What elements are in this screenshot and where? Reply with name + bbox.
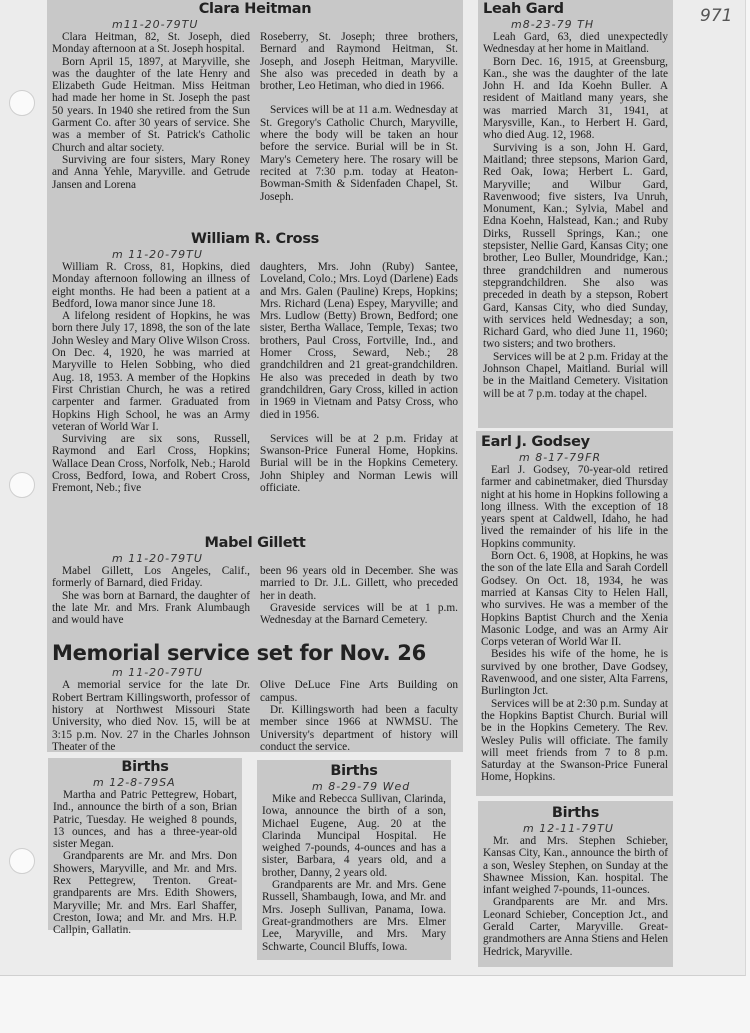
handwritten-date: m11-20-79TU — [112, 18, 199, 31]
paragraph: A lifelong resident of Hopkins, he was born there July 17, 1898, the son of the late John Wesley and Mary Olive Wilson Cross. On Dec. 4, 1920, he was married at Maryville to Helen Sobbing, who died Aug. 18, 1953. A member of the Hopkins First Christian Church, he was a retired carpenter and farmer. Graduated from Hopkins High School, he was an Army veteran of World War I. — [52, 310, 250, 433]
headline: Leah Gard — [483, 1, 564, 17]
handwritten-date: m 11-20-79TU — [112, 248, 203, 261]
paragraph: Grandparents are Mr. and Mrs. Leonard Schieber, Conception Jct., and Gerald Carter, Maryville. Great-grandmothers are Anna Stiens and Helen Hedrick, Maryville. — [483, 896, 668, 958]
column — [260, 565, 458, 626]
paragraph: Surviving are six sons, Russell, Raymond and Earl Cross, Hopkins; Wallace Dean Cross, Norfolk, Neb.; Harold Cross, Bedford, Iowa, and Robert Cross, Fremont, Neb.; five — [52, 433, 250, 495]
paragraph: William R. Cross, 81, Hopkins, died Monday afternoon following an illness of eight months. He had been a patient at a Bedford, Iowa manor since June 18. — [52, 261, 250, 310]
paragraph: Earl J. Godsey, 70-year-old retired farmer and cabinetmaker, died Thursday night at his home in Hopkins following a long illness. With the exception of 18 years spent at Caldwell, Idaho, he had lived the remainder of his life in the Hopkins community. — [481, 464, 668, 550]
paragraph: Services will be at 2 p.m. Friday at the Johnson Chapel, Maitland. Burial will be in the Maitland Cemetery. Visitation will be at 7 p.m. today at the chapel. — [483, 350, 668, 400]
paragraph: Martha and Patric Pettegrew, Hobart, Ind., announce the birth of a son, Brian Patric, Tuesday. He weighed 8 pounds, 13 ounces, and has a three-year-old sister Megan. — [53, 789, 237, 851]
headline: William R. Cross — [190, 231, 320, 247]
column — [260, 261, 458, 495]
paragraph: Dr. Killingsworth had been a faculty member since 1966 at NWMSU. The University's department of history will conduct the service. — [260, 704, 458, 753]
handwritten-date: m8-23-79 TH — [511, 18, 595, 31]
paragraph: Services will be at 2 p.m. Friday at Swanson-Price Funeral Home, Hopkins. Burial will be in the Hopkins Cemetery. John Shipley and Norman Lewis will officiate. — [260, 432, 458, 495]
paragraph: Mike and Rebecca Sullivan, Clarinda, Iowa, announce the birth of a son, Michael Eugene, Aug. 20 at the Clarinda Muncipal Hospital. He weighed 7-pounds, 4-ounces and has a sister, Barbara, 4 years old, and a brother, Danny, 2 years old. — [262, 793, 446, 879]
obituary-mabel-gillett — [47, 526, 463, 752]
paragraph: She was born at Barnard, the daughter of the late Mr. and Mrs. Frank Alumbaugh and would have — [52, 589, 250, 627]
headline: Births — [121, 759, 169, 775]
headline-memorial: Memorial service set for Nov. 26 — [52, 641, 426, 666]
obituary-earl-godsey — [476, 431, 673, 796]
column — [52, 679, 250, 753]
handwritten-date: m 8-29-79 Wed — [312, 780, 411, 793]
handwritten-date: m 11-20-79TU — [112, 552, 203, 565]
paragraph: Born April 15, 1897, at Maryville, she was the daughter of the late Henry and Elizabeth Gude Heitman. Miss Heitman had made her home in St. Joseph the past 50 years. In 1940 she retired from the Sun Garment Co. after 30 years of service. She was a member of St. Patrick's Catholic Church and altar society. — [52, 55, 250, 154]
handwritten-date: m 12-8-79SA — [93, 776, 176, 789]
handwritten-date: m 8-17-79FR — [519, 451, 602, 464]
births-schieber — [478, 801, 673, 967]
column — [52, 31, 250, 203]
paragraph: Clara Heitman, 82, St. Joseph, died Monday afternoon at a St. Joseph hospital. — [52, 31, 250, 56]
paragraph: Olive DeLuce Fine Arts Building on campus. — [260, 679, 458, 704]
obituary-clara-heitman — [47, 0, 463, 226]
handwritten-date: m 12-11-79TU — [523, 822, 614, 835]
column — [52, 565, 250, 626]
paragraph: Surviving is a son, John H. Gard, Maitland; three stepsons, Marion Gard, Red Oak, Iowa; Herbert L. Gard, Maryville; and Wilbur Gard, Ravenwood; five sisters, Iva Unruh, Monument, Kan.; Sylvia, Mabel and Edna Koehn, Halstead, Kan.; and Ruby Dirks, Russell Springs, Kan.; one stepsister, Nellie Gard, Kansas City; one brother, Leo Buller, Moundridge, Kan.; three grandchildren and numerous stepgrandchildren. She also was preceded in death by a stepson, Robert Gard, Kansas City, who died Sunday, with services held Wednesday; a son, Richard Gard, who died June 11, 1960; two sisters; and two brothers. — [483, 141, 668, 351]
paragraph: Grandparents are Mr. and Mrs. Don Showers, Maryville, and Mr. and Mrs. Rex Pettegrew, Trenton. Great-grandparents are Mrs. Edith Showers, Maryville; Mr. and Mrs. Earl Shaffer, Creston, Iowa; and Mr. and Mrs. H.P. Callpin, Gallatin. — [53, 850, 237, 937]
headline: Births — [551, 805, 600, 821]
paragraph: A memorial service for the late Dr. Robert Bertram Killingsworth, professor of history at Northwest Missouri State University, who died Nov. 15, will be at 3:15 p.m. Nov. 27 in the Charles Johnson Theater of the — [52, 679, 250, 753]
paragraph: Leah Gard, 63, died unexpectedly Wednesday at her home in Maitland. — [483, 31, 668, 56]
births-sullivan — [257, 760, 451, 960]
paragraph: Services will be at 11 a.m. Wednesday at St. Gregory's Catholic Church, Maryville, where the body will be taken an hour before the service. Burial will be in St. Mary's Cemetery here. The rosary will be recited at 7:30 p.m. today at Heaton-Bowman-Smith & Sidenfaden Chapel, St. Joseph. — [260, 104, 458, 203]
punch-hole — [9, 848, 35, 874]
paragraph: Grandparents are Mr. and Mrs. Gene Russell, Shambaugh, Iowa, and Mr. and Mrs. Joseph Sullivan, Panama, Iowa. Great-grandmothers are Mrs. Elmer Lee, Maryville, and Mrs. Mary Schwarte, Council Bluffs, Iowa. — [262, 879, 446, 953]
paragraph: Roseberry, St. Joseph; three brothers, Bernard and Raymond Heitman, St. Joseph, and Joseph Heitman, Maryville. She also was preceded in death by a brother, Leo Hetiman, who died in 1966. — [260, 31, 458, 93]
article-body — [483, 835, 668, 958]
paragraph: been 96 years old in December. She was married to Dr. J.L. Gillett, who preceded her in death. — [260, 565, 458, 602]
handwritten-date: m 11-20-79TU — [112, 666, 203, 680]
paragraph: Graveside services will be at 1 p.m. Wednesday at the Barnard Cemetery. — [260, 601, 458, 627]
obituary-leah-gard — [478, 0, 673, 428]
paragraph: Services will be at 2:30 p.m. Sunday at the Hopkins Baptist Church. Burial will be in the Hopkins Cemetery. The Rev. Wesley Pulis will officiate. The family will meet friends from 7 to 8 p.m. Saturday at the Swanson-Price Funeral Home, Hopkins. — [481, 697, 668, 784]
column — [260, 679, 458, 753]
paragraph: Mabel Gillett, Los Angeles, Calif., formerly of Barnard, died Friday. — [52, 565, 250, 590]
headline: Mabel Gillett — [204, 535, 306, 551]
headline: Clara Heitman — [198, 1, 312, 17]
article-body — [262, 793, 446, 953]
paragraph: Born Oct. 6, 1908, at Hopkins, he was the son of the late Ella and Sarah Cordell Godsey. On Oct. 18, 1934, he was married at Kansas City to Helen Hall, who survives. He was a member of the Hopkins Baptist Church and the Xenia Masonic Lodge, and was an Army Air Corps veteran of World War II. — [481, 550, 668, 649]
paragraph: Surviving are four sisters, Mary Roney and Anna Yehle, Maryville. and Getrude Jansen and Lorena — [52, 153, 250, 191]
page-number: 971 — [700, 6, 733, 26]
column — [52, 261, 250, 495]
punch-hole — [9, 90, 35, 116]
article-body — [481, 464, 668, 784]
paragraph: Born Dec. 16, 1915, at Greensburg, Kan., she was the daughter of the late John H. and Ida Koehn Buller. A resident of Maitland many years, she was married March 31, 1941, at Marysville, Kan., to Herbert H. Gard, who died Aug. 12, 1968. — [483, 55, 668, 142]
punch-hole — [9, 472, 35, 498]
article-body — [53, 789, 237, 937]
births-pettegrew — [48, 758, 242, 937]
column — [260, 31, 458, 203]
paragraph: Besides his wife of the home, he is survived by one brother, Dave Godsey, Ravenwood, and one sister, Alta Farrens, Burlington Jct. — [481, 648, 668, 698]
headline: Births — [330, 763, 378, 779]
paragraph: daughters, Mrs. John (Ruby) Santee, Loveland, Colo.; Mrs. Loyd (Darlene) Eads and Mrs. Galen (Pauline) Kreps, Hopkins; Mrs. Richard (Lena) Espey, Maryville; and Mrs. Ludlow (Betty) Brown, Bedford; one sister, Bertha Wallace, Temple, Texas; two brothers, Paul Cross, Fortville, Ind., and Homer Cross, Seward, Neb.; 28 grandchildren and 21 great-grandchildren. He also was preceded in death by two grandchildren, Gary Cross, killed in action in 1969 in Vietnam and Patsy Cross, who died in 1956. — [260, 261, 458, 421]
obituary-william-cross — [47, 226, 463, 526]
paragraph: Mr. and Mrs. Stephen Schieber, Kansas City, Kan., announce the birth of a son, Wesley Stephen, on Sunday at the Shawnee Mission, Kan. hospital. The infant weighed 7-pounds, 11-ounces. — [483, 835, 668, 897]
article-body — [483, 31, 668, 400]
headline: Earl J. Godsey — [481, 434, 590, 450]
